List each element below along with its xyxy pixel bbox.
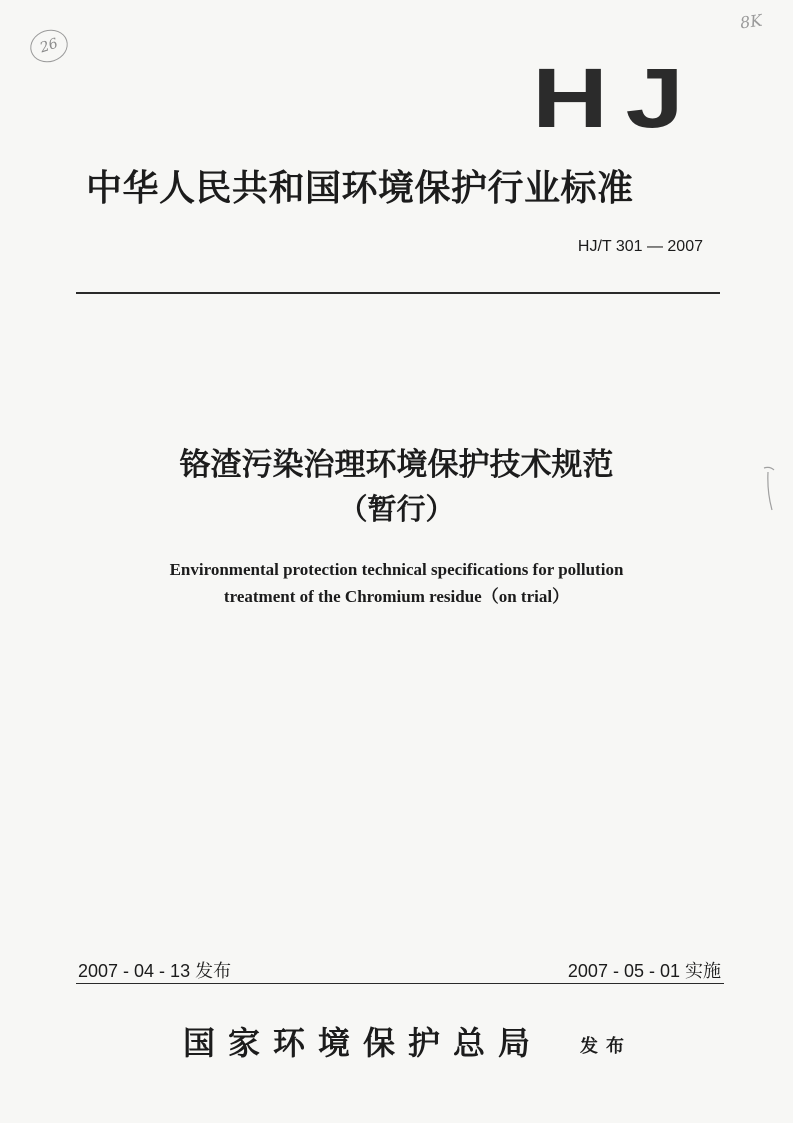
standard-number: HJ/T 301 — 2007 <box>577 238 703 255</box>
footer-divider <box>76 983 724 984</box>
english-title-line-1: Environmental protection technical specifications for pollution <box>169 560 624 579</box>
hj-logo: HJ <box>531 51 701 145</box>
implementation-date: 2007 - 05 - 01 实施 <box>567 961 721 981</box>
chinese-subtitle: （暂行） <box>338 492 455 526</box>
handwritten-corner-note: 8K <box>738 10 764 33</box>
english-title-line-2: treatment of the Chromium residue（on trial） <box>223 587 570 606</box>
handwritten-circled-number: 26 <box>26 25 72 67</box>
standard-category-title: 中华人民共和国环境保护行业标准 <box>86 168 634 209</box>
header-divider <box>76 292 720 294</box>
chinese-title: 铬渣污染治理环境保护技术规范 <box>179 447 614 483</box>
issuing-authority: 国家环境保护总局 <box>183 1024 544 1062</box>
issuing-verb: 发布 <box>580 1036 632 1057</box>
issue-date: 2007 - 04 - 13 发布 <box>78 961 232 981</box>
